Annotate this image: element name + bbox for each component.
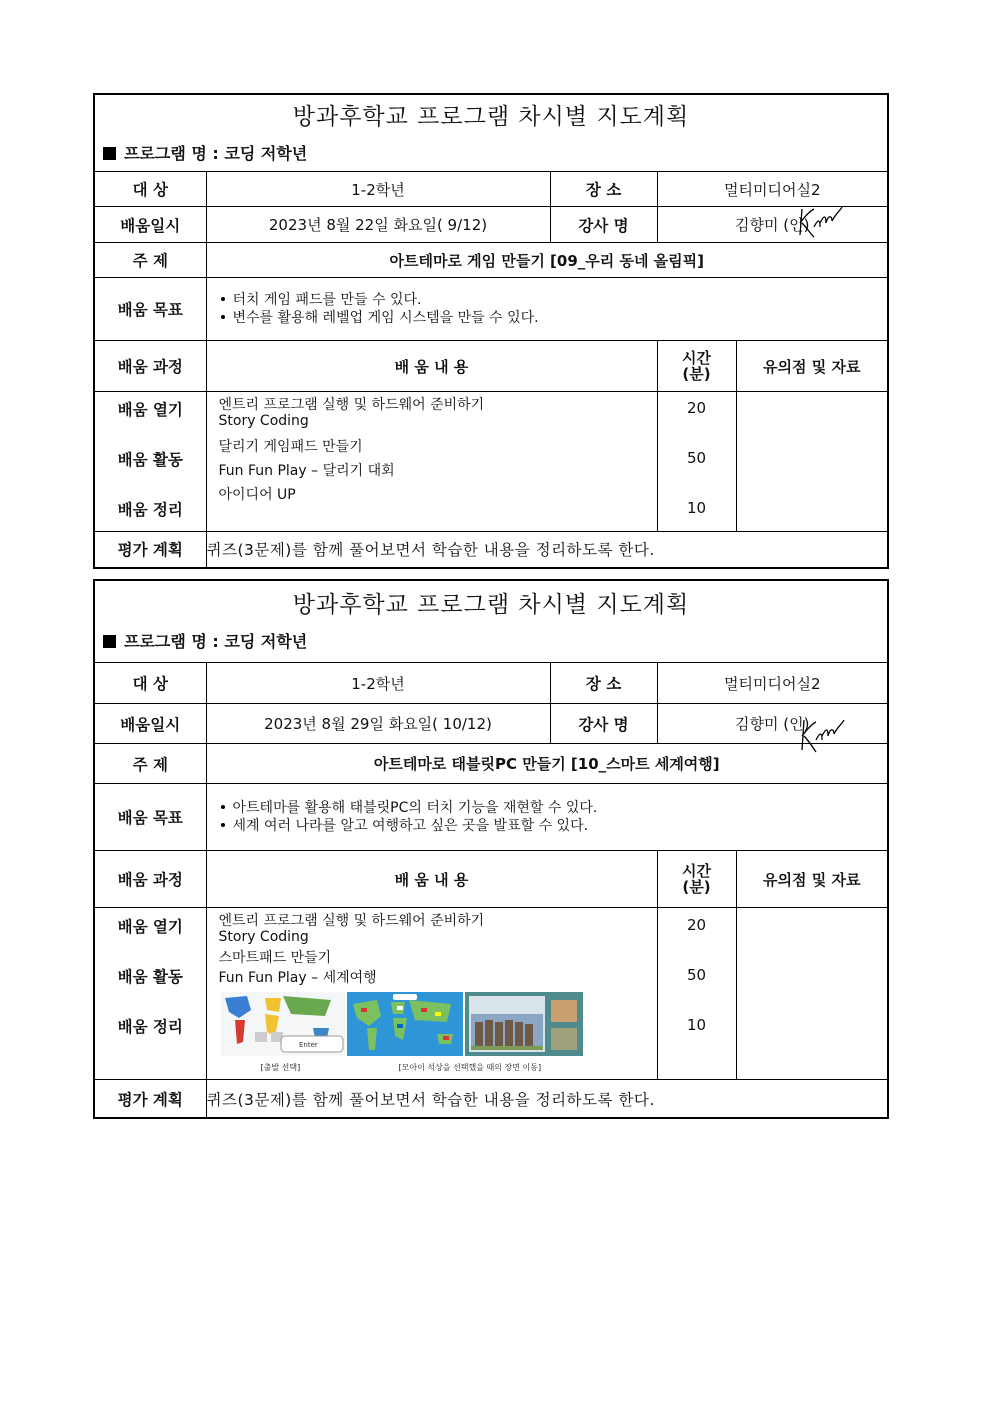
stage-wrap: 배움 정리 [117,1018,183,1036]
eval-value: 퀴즈(3문제)를 함께 풀어보면서 학습한 내용을 정리하도록 한다. [206,532,887,567]
signature-icon [798,716,848,756]
stage-open: 배움 열기 [117,918,183,936]
enter-button-text: Enter [298,1041,318,1049]
notes-cell [736,908,887,1080]
goal-item [221,817,888,835]
eval-label: 평가 계획 [95,1080,206,1118]
content-line: Fun Fun Play – 세계여행 [218,970,377,986]
goal-item [221,309,888,327]
goal-text: 변수를 활용해 레벨업 게임 시스템을 만들 수 있다. [232,310,539,326]
topic-value: 아트테마로 게임 만들기 [09_우리 동네 올림픽] [206,243,887,278]
time-activity: 50 [686,966,707,984]
notes-label: 유의점 및 자료 [736,851,887,908]
place-label: 장 소 [550,172,657,207]
date-label: 배움일시 [95,704,206,744]
goal-list [206,784,887,851]
time-label-line2: (분) [682,365,711,383]
tablet-map-image [221,992,345,1056]
target-label: 대 상 [95,663,206,704]
date-value: 2023년 8월 29일 화요일( 10/12) [206,704,550,744]
goal-label: 배움 목표 [95,784,206,851]
time-wrap: 10 [686,1016,707,1034]
lesson-plan-2 [93,579,889,1119]
image-caption-start: [출발 선택] [260,1063,301,1072]
time-column [657,908,736,1080]
program-name-text: 프로그램 명 : 코딩 저학년 [124,144,308,163]
notes-cell [736,392,887,532]
bullet-icon [221,297,225,301]
activity-images [221,992,583,1074]
content-line: Story Coding [218,929,309,945]
program-name [95,137,887,171]
teacher-value: 김향미 (인) [735,715,810,733]
process-label: 배움 과정 [95,851,206,908]
stage-column [95,908,206,1080]
goal-text: 세계 여러 나라를 알고 여행하고 싶은 곳을 발표할 수 있다. [232,818,589,834]
stage-activity: 배움 활동 [117,968,183,986]
stage-open: 배움 열기 [117,401,183,419]
teacher-cell [657,704,887,744]
content-line: Story Coding [218,413,309,429]
goal-text: 아트테마를 활용해 태블릿PC의 터치 기능을 재현할 수 있다. [232,800,598,816]
stage-wrap: 배움 정리 [117,501,183,519]
bullet-icon [221,805,225,809]
teacher-label: 강사 명 [550,207,657,243]
content-label [206,341,657,392]
program-name [95,625,887,662]
stage-column [95,392,206,532]
goal-text: 터치 게임 패드를 만들 수 있다. [232,292,422,308]
content-line: 스마트패드 만들기 [218,950,332,966]
content-label-text: 배 움 내 용 [394,870,469,889]
goal-item [221,291,888,309]
teacher-cell [657,207,887,243]
signature-icon [796,205,846,241]
teacher-label: 강사 명 [550,704,657,744]
moai-icon [465,992,583,1056]
content-label-text: 배 움 내 용 [394,357,469,376]
image-caption-moai: [모아이 석상을 선택했을 때의 장면 이동] [398,1063,542,1072]
place-value: 멀티미디어실2 [657,663,887,704]
target-value: 1-2학년 [206,663,550,704]
content-column [206,392,657,532]
world-map-icon [221,992,345,1056]
goal-label: 배움 목표 [95,278,206,341]
flags-map-icon [347,992,463,1056]
content-line: 달리기 게임패드 만들기 [218,439,363,455]
bullet-icon [221,315,225,319]
content-line: 아이디어 UP [218,487,296,503]
topic-label: 주 제 [95,744,206,784]
target-value: 1-2학년 [206,172,550,207]
bullet-icon [221,823,225,827]
goal-item [221,799,888,817]
target-label: 대 상 [95,172,206,207]
date-value: 2023년 8월 22일 화요일( 9/12) [206,207,550,243]
plan-table [95,662,887,1118]
time-column [657,392,736,532]
time-label-line2: (분) [682,878,711,896]
lesson-plan-1 [93,93,889,569]
time-label [657,851,736,908]
content-label [206,851,657,908]
notes-label: 유의점 및 자료 [736,341,887,392]
date-label: 배움일시 [95,207,206,243]
time-wrap: 10 [686,499,707,517]
time-label-line1: 시간 [682,862,711,880]
square-bullet-icon [103,635,116,648]
goal-list [206,278,887,341]
eval-label: 평가 계획 [95,532,206,567]
topic-label: 주 제 [95,243,206,278]
time-open: 20 [686,916,707,934]
process-label: 배움 과정 [95,341,206,392]
flag-map-image [347,992,463,1056]
content-column [206,908,657,1080]
program-name-text: 프로그램 명 : 코딩 저학년 [124,632,308,651]
time-activity: 50 [686,449,707,467]
time-label [657,341,736,392]
square-bullet-icon [103,147,116,160]
time-open: 20 [686,399,707,417]
topic-value: 아트테마로 태블릿PC 만들기 [10_스마트 세계여행] [206,744,887,784]
plan-table [95,171,887,567]
eval-value: 퀴즈(3문제)를 함께 풀어보면서 학습한 내용을 정리하도록 한다. [206,1080,887,1118]
moai-image [465,992,583,1056]
time-label-line1: 시간 [682,349,711,367]
content-line: 엔트리 프로그램 실행 및 하드웨어 준비하기 [218,397,485,413]
stage-activity: 배움 활동 [117,451,183,469]
teacher-value: 김향미 (인) [735,216,810,234]
content-line: 엔트리 프로그램 실행 및 하드웨어 준비하기 [218,913,485,929]
content-line: Fun Fun Play – 달리기 대회 [218,463,395,479]
plan-title: 방과후학교 프로그램 차시별 지도계획 [292,592,690,618]
place-label: 장 소 [550,663,657,704]
place-value: 멀티미디어실2 [657,172,887,207]
plan-title: 방과후학교 프로그램 차시별 지도계획 [292,104,690,130]
